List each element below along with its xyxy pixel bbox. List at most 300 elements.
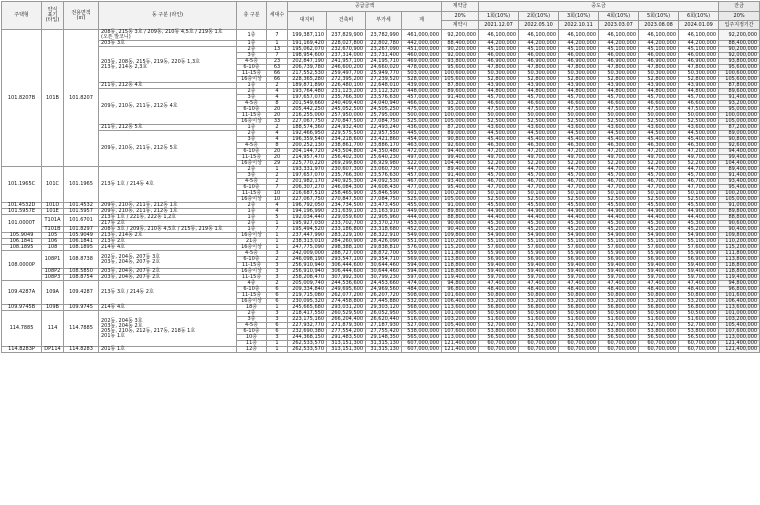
vat-cell: 23,267,090 bbox=[366, 47, 402, 53]
exclusive-area-cell: 109.9745 bbox=[64, 305, 99, 311]
floor-cell: 1층 bbox=[237, 227, 267, 233]
contract-cell: 90,200,000 bbox=[442, 47, 479, 53]
balance-cell: 88,400,000 bbox=[719, 41, 760, 47]
installment-2-cell: 45,500,000 bbox=[519, 203, 559, 209]
installment-6-cell: 52,700,000 bbox=[679, 323, 719, 329]
installment-5-cell: 45,700,000 bbox=[639, 173, 679, 179]
land-price-cell: 197,657,070 bbox=[288, 95, 327, 101]
vat-cell: 29,303,120 bbox=[366, 305, 402, 311]
installment-1-cell: 52,500,000 bbox=[479, 119, 519, 125]
installment-5-cell: 53,800,000 bbox=[639, 329, 679, 335]
floor-cell: 3층 bbox=[237, 173, 267, 179]
installment-5-cell: 49,700,000 bbox=[639, 155, 679, 161]
installment-4-cell: 60,700,000 bbox=[599, 341, 639, 347]
installment-3-cell: 50,100,000 bbox=[559, 191, 599, 197]
installment-6-cell: 52,500,000 bbox=[679, 119, 719, 125]
building-price-cell: 234,734,500 bbox=[327, 203, 366, 209]
installment-2-cell: 59,400,000 bbox=[519, 263, 559, 269]
total-price-cell: 466,000,000 bbox=[402, 101, 442, 107]
floor-cell: 3층 bbox=[237, 95, 267, 101]
installment-5-cell: 50,500,000 bbox=[639, 311, 679, 317]
contract-cell: 121,400,000 bbox=[442, 347, 479, 353]
installment-2-cell: 52,800,000 bbox=[519, 77, 559, 83]
land-price-cell: 227,067,750 bbox=[288, 119, 327, 125]
building-price-cell: 257,950,000 bbox=[327, 113, 366, 119]
building-price-cell: 313,151,300 bbox=[327, 347, 366, 353]
dong-line-cell: 202동, 204동, 207동 3호 203동, 204동, 207동 2호 bbox=[99, 251, 237, 269]
land-price-cell: 225,770,220 bbox=[288, 161, 327, 167]
floor-cell: 16층이상 bbox=[237, 77, 267, 83]
building-price-cell: 307,992,300 bbox=[327, 275, 366, 281]
building-price-cell: 306,444,600 bbox=[327, 269, 366, 275]
land-price-cell: 228,365,280 bbox=[288, 77, 327, 83]
contract-cell: 113,600,000 bbox=[442, 305, 479, 311]
dong-line-cell: 211동, 212동 5호 bbox=[99, 125, 237, 131]
installment-2-cell: 45,700,000 bbox=[519, 173, 559, 179]
unit-abbr-cell: T101B bbox=[42, 227, 64, 233]
contract-cell: 95,400,000 bbox=[442, 185, 479, 191]
land-price-cell: 195,062,070 bbox=[288, 47, 327, 53]
land-price-cell: 216,687,510 bbox=[288, 191, 327, 197]
exclusive-area-cell: 101.8297 bbox=[64, 227, 99, 233]
contract-cell: 93,400,000 bbox=[442, 179, 479, 185]
households-cell: 20 bbox=[267, 113, 288, 119]
vat-cell: 24,195,710 bbox=[366, 59, 402, 65]
installment-1-cell: 45,500,000 bbox=[479, 203, 519, 209]
households-cell: 1 bbox=[267, 341, 288, 347]
floor-cell: 11층 bbox=[237, 341, 267, 347]
installment-2-cell: 43,900,000 bbox=[519, 83, 559, 89]
installment-1-cell: 44,200,000 bbox=[479, 41, 519, 47]
balance-cell: 105,000,000 bbox=[719, 197, 760, 203]
floor-cell: 4-5층 bbox=[237, 143, 267, 149]
unit-abbr-cell: 108P3 bbox=[42, 275, 64, 281]
land-price-cell: 191,169,420 bbox=[288, 41, 327, 47]
installment-3-cell: 46,300,000 bbox=[559, 143, 599, 149]
households-cell: 1 bbox=[267, 305, 288, 311]
balance-cell: 89,000,000 bbox=[719, 131, 760, 137]
installment-5-cell: 45,100,000 bbox=[639, 47, 679, 53]
installment-3-cell: 50,300,000 bbox=[559, 71, 599, 77]
unit-type-cell: 101.8207B bbox=[2, 30, 42, 167]
installment-6-cell: 60,700,000 bbox=[679, 347, 719, 353]
total-price-cell: 594,000,000 bbox=[402, 263, 442, 269]
vat-cell: 23,112,320 bbox=[366, 89, 402, 95]
contract-cell: 90,600,000 bbox=[442, 221, 479, 227]
dong-line-cell: 203동 3호 bbox=[99, 41, 237, 47]
installment-5-cell: 57,600,000 bbox=[639, 245, 679, 251]
vat-cell: 28,872,700 bbox=[366, 251, 402, 257]
floor-cell: 16층이상 bbox=[237, 161, 267, 167]
installment-3-cell: 47,400,000 bbox=[559, 281, 599, 287]
balance-cell: 109,800,000 bbox=[719, 233, 760, 239]
installment-4-cell: 44,400,000 bbox=[599, 215, 639, 221]
land-price-cell: 197,657,070 bbox=[288, 173, 327, 179]
households-cell: 20 bbox=[267, 155, 288, 161]
exclusive-area-cell: 101.4532 bbox=[64, 203, 99, 209]
installment-3-cell: 50,500,000 bbox=[559, 311, 599, 317]
installment-5-cell: 59,400,000 bbox=[639, 263, 679, 269]
floor-cell: 11-15층 bbox=[237, 71, 267, 77]
vat-cell: 23,473,450 bbox=[366, 203, 402, 209]
balance-cell: 100,000,000 bbox=[719, 113, 760, 119]
unit-type-cell: 105.9049 bbox=[2, 233, 42, 239]
installment-5-cell: 50,000,000 bbox=[639, 113, 679, 119]
contract-cell: 87,200,000 bbox=[442, 125, 479, 131]
unit-abbr-cell: 101C bbox=[42, 167, 64, 203]
col-header-contract-pct: 20% bbox=[442, 12, 479, 21]
installment-5-cell: 43,900,000 bbox=[639, 83, 679, 89]
vat-cell: 23,421,860 bbox=[366, 137, 402, 143]
total-price-cell: 597,000,000 bbox=[402, 275, 442, 281]
installment-5-cell: 43,600,000 bbox=[639, 125, 679, 131]
vat-cell: 29,838,810 bbox=[366, 245, 402, 251]
balance-cell: 91,400,000 bbox=[719, 173, 760, 179]
land-price-cell: 209,334,840 bbox=[288, 287, 327, 293]
installment-5-cell: 46,900,000 bbox=[639, 59, 679, 65]
installment-1-cell: 59,400,000 bbox=[479, 263, 519, 269]
balance-cell: 99,400,000 bbox=[719, 155, 760, 161]
installment-5-cell: 52,800,000 bbox=[639, 77, 679, 83]
households-cell: 4 bbox=[267, 209, 288, 215]
installment-3-cell: 46,000,000 bbox=[559, 53, 599, 59]
installment-4-cell: 59,700,000 bbox=[599, 275, 639, 281]
installment-5-cell: 55,900,000 bbox=[639, 251, 679, 257]
balance-cell: 121,400,000 bbox=[719, 347, 760, 353]
installment-2-cell: 47,500,000 bbox=[519, 107, 559, 113]
installment-4-cell: 50,500,000 bbox=[599, 311, 639, 317]
installment-2-cell: 44,700,000 bbox=[519, 167, 559, 173]
dong-line-cell: 214동 4호 bbox=[99, 245, 237, 251]
floor-cell: 4-5층 bbox=[237, 101, 267, 107]
households-cell: 1 bbox=[267, 167, 288, 173]
installment-1-cell: 52,700,000 bbox=[479, 323, 519, 329]
contract-cell: 113,800,000 bbox=[442, 257, 479, 263]
installment-1-cell: 56,900,000 bbox=[479, 257, 519, 263]
col-header-abbr: 약식 표기 (타입) bbox=[42, 2, 64, 30]
contract-cell: 89,600,000 bbox=[442, 89, 479, 95]
col-header-installment-4: 4회(10%) bbox=[599, 12, 639, 21]
col-header-installment-date-5: 2023.08.08 bbox=[639, 21, 679, 30]
balance-cell: 96,800,000 bbox=[719, 287, 760, 293]
col-header-contract: 계약금 bbox=[442, 2, 479, 12]
installment-2-cell: 44,500,000 bbox=[519, 131, 559, 137]
households-cell: 3 bbox=[267, 269, 288, 275]
installment-2-cell: 46,300,000 bbox=[519, 143, 559, 149]
installment-6-cell: 56,800,000 bbox=[679, 305, 719, 311]
balance-cell: 113,800,000 bbox=[719, 257, 760, 263]
installment-4-cell: 47,400,000 bbox=[599, 281, 639, 287]
land-price-cell: 223,175,160 bbox=[288, 317, 327, 323]
installment-5-cell: 44,200,000 bbox=[639, 41, 679, 47]
installment-3-cell: 44,500,000 bbox=[559, 131, 599, 137]
building-price-cell: 224,932,400 bbox=[327, 125, 366, 131]
installment-6-cell: 60,700,000 bbox=[679, 341, 719, 347]
households-cell: 4 bbox=[267, 203, 288, 209]
balance-cell: 94,800,000 bbox=[719, 281, 760, 287]
vat-cell: 25,795,000 bbox=[366, 113, 402, 119]
floor-cell: 1층 bbox=[237, 215, 267, 221]
installment-2-cell: 44,200,000 bbox=[519, 41, 559, 47]
unit-abbr-cell: 105 bbox=[42, 233, 64, 239]
installment-4-cell: 56,900,000 bbox=[599, 257, 639, 263]
households-cell: 8 bbox=[267, 101, 288, 107]
balance-cell: 95,600,000 bbox=[719, 65, 760, 71]
dong-line-cell: 209동, 210동, 211동, 212동 5호 bbox=[99, 131, 237, 167]
land-price-cell: 245,665,680 bbox=[288, 305, 327, 311]
installment-3-cell: 45,500,000 bbox=[559, 203, 599, 209]
installment-4-cell: 46,100,000 bbox=[599, 30, 639, 41]
land-price-cell: 206,739,780 bbox=[288, 65, 327, 71]
installment-4-cell: 45,500,000 bbox=[599, 203, 639, 209]
installment-3-cell: 53,200,000 bbox=[559, 299, 599, 305]
total-price-cell: 549,000,000 bbox=[402, 233, 442, 239]
unit-abbr-cell: 108P2 bbox=[42, 269, 64, 275]
vat-cell: 22,957,550 bbox=[366, 131, 402, 137]
building-price-cell: 260,529,500 bbox=[327, 311, 366, 317]
vat-cell: 27,239,520 bbox=[366, 77, 402, 83]
floor-cell: 12층 bbox=[237, 347, 267, 353]
installment-6-cell: 45,100,000 bbox=[679, 47, 719, 53]
installment-1-cell: 46,300,000 bbox=[479, 143, 519, 149]
vat-cell: 31,315,130 bbox=[366, 341, 402, 347]
installment-4-cell: 50,000,000 bbox=[599, 113, 639, 119]
balance-cell: 92,000,000 bbox=[719, 53, 760, 59]
unit-type-cell: 101.0000T bbox=[2, 215, 42, 233]
total-price-cell: 576,000,000 bbox=[402, 245, 442, 251]
floor-cell: 21층 bbox=[237, 239, 267, 245]
installment-5-cell: 52,500,000 bbox=[639, 197, 679, 203]
total-price-cell: 463,000,000 bbox=[402, 143, 442, 149]
contract-cell: 95,000,000 bbox=[442, 107, 479, 113]
installment-5-cell: 52,700,000 bbox=[639, 323, 679, 329]
installment-6-cell: 44,200,000 bbox=[679, 41, 719, 47]
installment-4-cell: 47,200,000 bbox=[599, 149, 639, 155]
installment-5-cell: 50,300,000 bbox=[639, 71, 679, 77]
contract-cell: 91,400,000 bbox=[442, 95, 479, 101]
installment-3-cell: 48,400,000 bbox=[559, 287, 599, 293]
installment-3-cell: 52,500,000 bbox=[559, 197, 599, 203]
floor-cell: 16층이상 bbox=[237, 299, 267, 305]
installment-3-cell: 54,900,000 bbox=[559, 233, 599, 239]
land-price-cell: 242,009,000 bbox=[288, 251, 327, 257]
installment-2-cell: 57,600,000 bbox=[519, 245, 559, 251]
land-price-cell: 198,954,600 bbox=[288, 53, 327, 59]
building-price-cell: 233,186,800 bbox=[327, 227, 366, 233]
installment-3-cell: 55,100,000 bbox=[559, 239, 599, 245]
installment-2-cell: 60,700,000 bbox=[519, 347, 559, 353]
col-header-installment-3: 3회(10%) bbox=[559, 12, 599, 21]
installment-1-cell: 46,100,000 bbox=[479, 30, 519, 41]
installment-3-cell: 45,700,000 bbox=[559, 95, 599, 101]
balance-cell: 88,800,000 bbox=[719, 215, 760, 221]
installment-4-cell: 45,100,000 bbox=[599, 47, 639, 53]
installment-6-cell: 47,500,000 bbox=[679, 107, 719, 113]
installment-1-cell: 45,200,000 bbox=[479, 227, 519, 233]
installment-4-cell: 44,800,000 bbox=[599, 89, 639, 95]
total-price-cell: 497,000,000 bbox=[402, 155, 442, 161]
floor-cell: 2층 bbox=[237, 167, 267, 173]
total-price-cell: 594,000,000 bbox=[402, 269, 442, 275]
installment-6-cell: 47,700,000 bbox=[679, 185, 719, 191]
exclusive-area-cell: 114.7885 bbox=[64, 311, 99, 347]
balance-cell: 118,800,000 bbox=[719, 269, 760, 275]
installment-4-cell: 59,400,000 bbox=[599, 269, 639, 275]
installment-5-cell: 47,700,000 bbox=[639, 185, 679, 191]
balance-cell: 89,800,000 bbox=[719, 209, 760, 215]
floor-cell: 11-15층 bbox=[237, 155, 267, 161]
total-price-cell: 478,000,000 bbox=[402, 65, 442, 71]
total-price-cell: 565,000,000 bbox=[402, 335, 442, 341]
land-price-cell: 193,764,480 bbox=[288, 89, 327, 95]
floor-cell: 11-15층 bbox=[237, 263, 267, 269]
building-price-cell: 270,847,500 bbox=[327, 197, 366, 203]
installment-4-cell: 50,300,000 bbox=[599, 71, 639, 77]
installment-3-cell: 56,800,000 bbox=[559, 305, 599, 311]
balance-cell: 93,800,000 bbox=[719, 59, 760, 65]
installment-1-cell: 44,700,000 bbox=[479, 167, 519, 173]
installment-5-cell: 46,700,000 bbox=[639, 179, 679, 185]
dong-line-cell: 214동 4호 bbox=[99, 305, 237, 311]
col-header-installment-date-6: 2024.01.09 bbox=[679, 21, 719, 30]
floor-cell: 11-15층 bbox=[237, 275, 267, 281]
installment-3-cell: 59,400,000 bbox=[559, 263, 599, 269]
installment-2-cell: 56,900,000 bbox=[519, 257, 559, 263]
vat-cell: 27,084,750 bbox=[366, 197, 402, 203]
vat-cell: 23,318,680 bbox=[366, 227, 402, 233]
installment-2-cell: 52,200,000 bbox=[519, 161, 559, 167]
total-price-cell: 457,000,000 bbox=[402, 173, 442, 179]
contract-cell: 95,600,000 bbox=[442, 65, 479, 71]
floor-cell: 16층이상 bbox=[237, 245, 267, 251]
installment-3-cell: 50,000,000 bbox=[559, 113, 599, 119]
unit-abbr-cell: 109B bbox=[42, 305, 64, 311]
dong-line-cell: 213동 1호 / 214동 4호 bbox=[99, 167, 237, 203]
total-price-cell: 532,000,000 bbox=[402, 299, 442, 305]
installment-1-cell: 47,200,000 bbox=[479, 149, 519, 155]
households-cell: 6 bbox=[267, 287, 288, 293]
installment-4-cell: 50,800,000 bbox=[599, 293, 639, 299]
installment-2-cell: 52,500,000 bbox=[519, 119, 559, 125]
land-price-cell: 188,574,360 bbox=[288, 125, 327, 131]
installment-2-cell: 56,500,000 bbox=[519, 335, 559, 341]
vat-cell: 25,846,590 bbox=[366, 191, 402, 197]
land-price-cell: 196,359,540 bbox=[288, 137, 327, 143]
installment-3-cell: 46,600,000 bbox=[559, 101, 599, 107]
installment-4-cell: 43,900,000 bbox=[599, 83, 639, 89]
land-price-cell: 237,447,990 bbox=[288, 233, 327, 239]
installment-6-cell: 55,100,000 bbox=[679, 239, 719, 245]
building-price-cell: 233,702,700 bbox=[327, 221, 366, 227]
installment-6-cell: 47,400,000 bbox=[679, 281, 719, 287]
installment-1-cell: 44,500,000 bbox=[479, 131, 519, 137]
unit-type-cell: 108.1895 bbox=[2, 245, 42, 251]
unit-abbr-cell: 108P1 bbox=[42, 251, 64, 269]
dong-line-cell: 213동 3호 / 214동 2호 bbox=[99, 281, 237, 305]
land-price-cell: 204,144,720 bbox=[288, 149, 327, 155]
floor-cell: 6-10층 bbox=[237, 149, 267, 155]
balance-cell: 89,600,000 bbox=[719, 89, 760, 95]
contract-cell: 89,000,000 bbox=[442, 131, 479, 137]
dong-line-cell: 217동 2호 bbox=[99, 221, 237, 227]
total-price-cell: 455,000,000 bbox=[402, 203, 442, 209]
contract-cell: 88,400,000 bbox=[442, 41, 479, 47]
exclusive-area-cell: 108.1895 bbox=[64, 245, 99, 251]
installment-5-cell: 50,800,000 bbox=[639, 293, 679, 299]
installment-3-cell: 56,900,000 bbox=[559, 257, 599, 263]
total-price-cell: 475,000,000 bbox=[402, 107, 442, 113]
building-price-cell: 245,052,500 bbox=[327, 107, 366, 113]
land-price-cell: 244,368,150 bbox=[288, 335, 327, 341]
installment-6-cell: 45,300,000 bbox=[679, 221, 719, 227]
households-cell: 6 bbox=[267, 299, 288, 305]
col-header-installment-date-4: 2023.03.07 bbox=[599, 21, 639, 30]
households-cell: 6 bbox=[267, 323, 288, 329]
dong-line-cell: 211동, 212동 4호 bbox=[99, 83, 237, 89]
unit-abbr-cell: 109A bbox=[42, 281, 64, 305]
vat-cell: 26,620,440 bbox=[366, 317, 402, 323]
building-price-cell: 284,260,900 bbox=[327, 239, 366, 245]
installment-6-cell: 59,700,000 bbox=[679, 275, 719, 281]
installment-5-cell: 52,200,000 bbox=[639, 161, 679, 167]
land-price-cell: 217,552,530 bbox=[288, 71, 327, 77]
floor-cell: 6-10층 bbox=[237, 107, 267, 113]
vat-cell: 24,092,530 bbox=[366, 179, 402, 185]
installment-6-cell: 52,200,000 bbox=[679, 161, 719, 167]
installment-4-cell: 45,700,000 bbox=[599, 173, 639, 179]
installment-2-cell: 47,400,000 bbox=[519, 281, 559, 287]
balance-cell: 100,600,000 bbox=[719, 71, 760, 77]
table-row bbox=[2, 30, 760, 41]
installment-5-cell: 44,900,000 bbox=[639, 209, 679, 215]
total-price-cell: 503,000,000 bbox=[402, 71, 442, 77]
land-price-cell: 218,417,550 bbox=[288, 311, 327, 317]
total-price-cell: 516,000,000 bbox=[402, 317, 442, 323]
installment-6-cell: 52,500,000 bbox=[679, 197, 719, 203]
installment-5-cell: 47,200,000 bbox=[639, 149, 679, 155]
installment-5-cell: 46,600,000 bbox=[639, 101, 679, 107]
households-cell: 7 bbox=[267, 53, 288, 59]
contract-cell: 92,200,000 bbox=[442, 30, 479, 41]
installment-1-cell: 46,700,000 bbox=[479, 179, 519, 185]
installment-1-cell: 52,800,000 bbox=[479, 77, 519, 83]
building-price-cell: 288,727,000 bbox=[327, 251, 366, 257]
installment-5-cell: 45,400,000 bbox=[639, 137, 679, 143]
installment-3-cell: 52,800,000 bbox=[559, 77, 599, 83]
installment-1-cell: 44,900,000 bbox=[479, 209, 519, 215]
installment-6-cell: 53,800,000 bbox=[679, 329, 719, 335]
total-price-cell: 467,000,000 bbox=[402, 179, 442, 185]
balance-cell: 105,400,000 bbox=[719, 323, 760, 329]
installment-5-cell: 51,600,000 bbox=[639, 317, 679, 323]
installment-1-cell: 45,700,000 bbox=[479, 95, 519, 101]
col-header-balance: 잔금 bbox=[719, 2, 760, 12]
installment-6-cell: 46,700,000 bbox=[679, 179, 719, 185]
balance-cell: 95,000,000 bbox=[719, 107, 760, 113]
balance-cell: 104,400,000 bbox=[719, 161, 760, 167]
installment-5-cell: 45,500,000 bbox=[639, 203, 679, 209]
floor-cell: 2층 bbox=[237, 89, 267, 95]
balance-cell: 101,000,000 bbox=[719, 311, 760, 317]
installment-2-cell: 59,400,000 bbox=[519, 269, 559, 275]
households-cell: 3 bbox=[267, 311, 288, 317]
installment-5-cell: 45,700,000 bbox=[639, 95, 679, 101]
dong-line-cell: 203동, 204동, 207동 2호 bbox=[99, 275, 237, 281]
installment-1-cell: 55,900,000 bbox=[479, 251, 519, 257]
total-price-cell: 508,000,000 bbox=[402, 293, 442, 299]
households-cell: 4 bbox=[267, 137, 288, 143]
installment-6-cell: 59,400,000 bbox=[679, 263, 719, 269]
